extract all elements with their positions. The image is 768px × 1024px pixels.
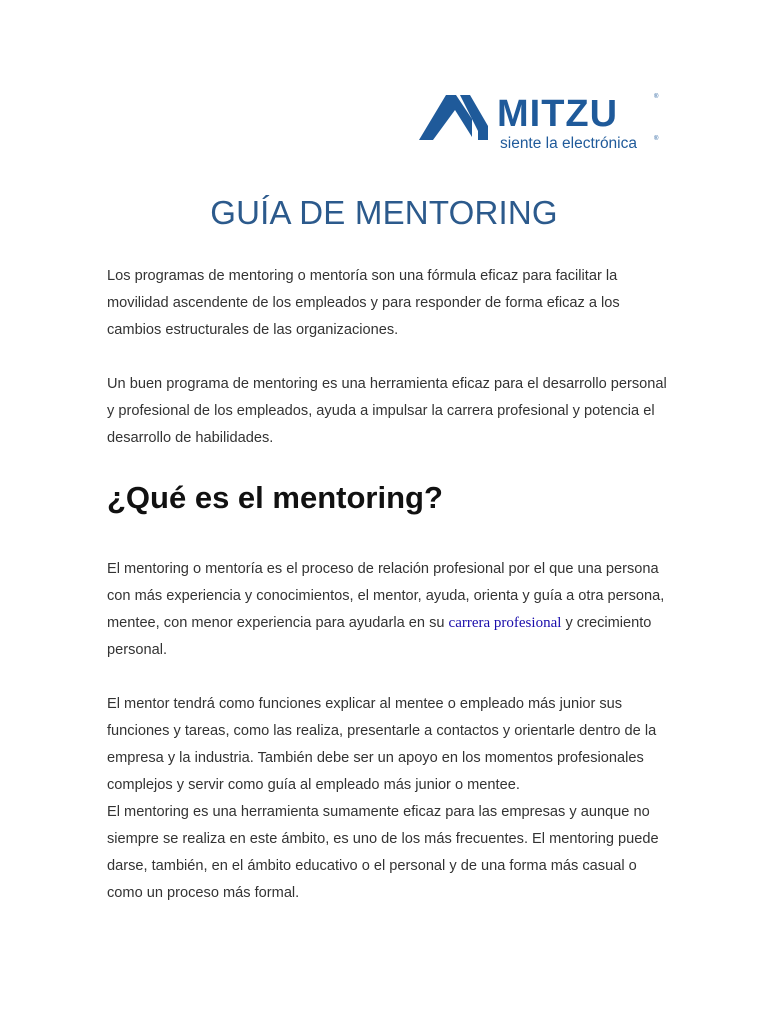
- logo-registered: ®: [654, 94, 659, 100]
- intro-paragraph-1: Los programas de mentoring o mentoría son una fórmula eficaz para facilitar la movilidad ascendente de los empleados y para responder de forma eficaz a los cambios estructurales de las organizaciones.: [107, 268, 620, 339]
- definition-text-end: y crecimiento personal.: [107, 615, 652, 659]
- logo-wordmark: MITZU: [497, 93, 619, 135]
- definition-text-start: El mentoring o mentoría es el proceso de relación profesional por el que una persona con más experiencia y conocimientos, el mentor, ayuda, orienta y guía a otra persona, mentee, con menor experiencia para ayudarla en su: [107, 561, 665, 632]
- mitzu-logo: [416, 88, 666, 154]
- logo-tagline-registered: ®: [654, 136, 659, 142]
- intro-paragraph-2: Un buen programa de mentoring es una herramienta eficaz para el desarrollo personal y profesional de los empleados, ayuda a impulsar la carrera profesional y potencia el desarrollo de habilidades.: [107, 376, 667, 447]
- section-heading: ¿Qué es el mentoring?: [107, 480, 443, 515]
- page-title: GUÍA DE MENTORING: [210, 194, 558, 231]
- definition-paragraph: [107, 556, 667, 664]
- mentor-functions-paragraph: El mentor tendrá como funciones explicar al mentee o empleado más junior sus funciones y tareas, como las realiza, presentarle a contactos y orientarle dentro de la empresa y la industria. También debe ser un apoyo en los momentos profesionales complejos y servir como guía al empleado más junior o mentee.: [107, 696, 657, 794]
- carrera-profesional-link[interactable]: carrera profesional: [448, 615, 562, 632]
- logo-tagline: siente la electrónica: [500, 135, 637, 152]
- mentoring-effectiveness-paragraph: El mentoring es una herramienta sumamente eficaz para las empresas y aunque no siempre se realiza en este ámbito, es uno de los más frecuentes. El mentoring puede darse, también, en el ámbito educativo o el personal y de una forma más casual o como un proceso más formal.: [107, 804, 659, 902]
